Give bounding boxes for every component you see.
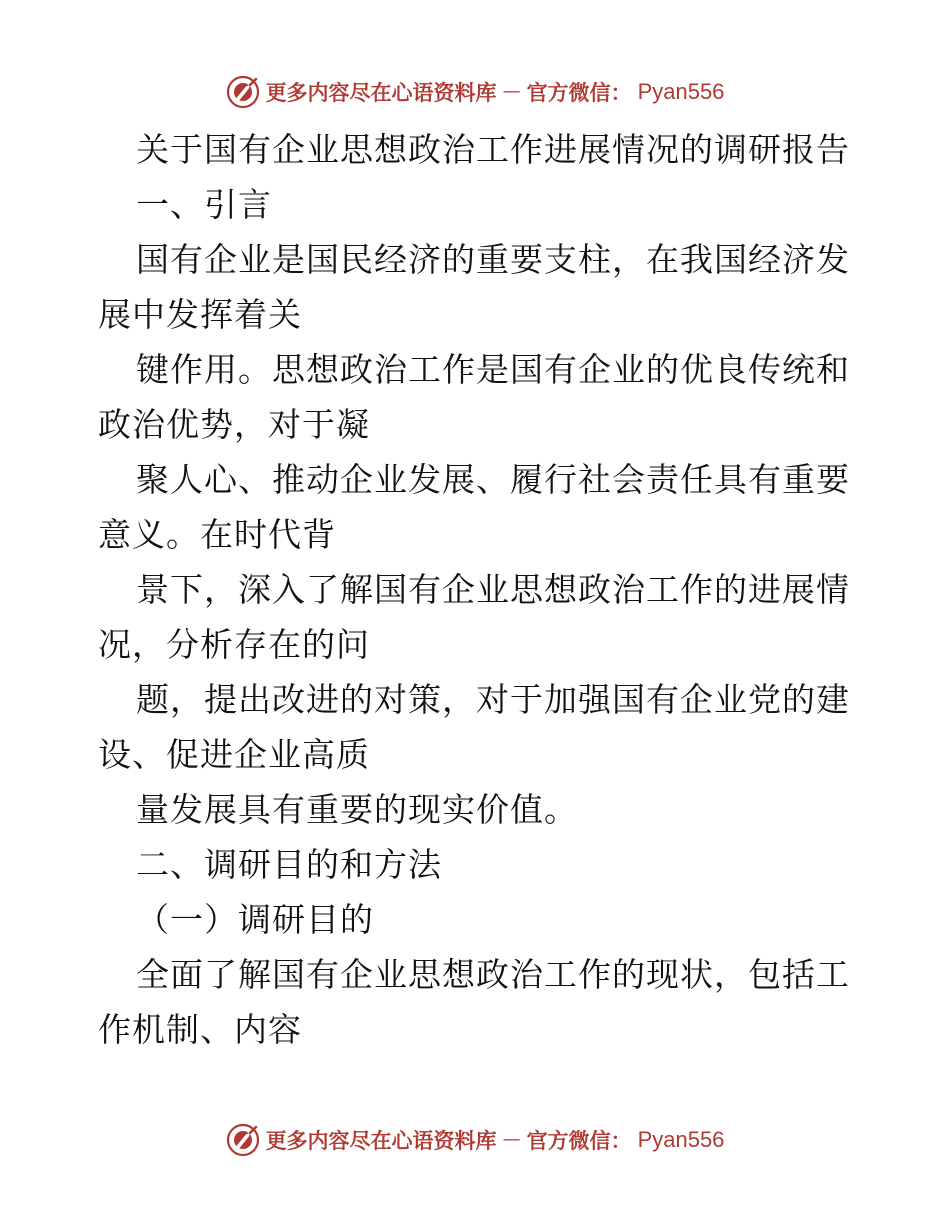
- footer-banner: [0, 1120, 950, 1160]
- banner-wechat-handle: Pyan556: [637, 1127, 725, 1152]
- text-line: 题，提出改进的对策，对于加强国有企业党的建: [136, 680, 850, 719]
- text-line: 设、促进企业高质: [98, 735, 370, 774]
- text-line: 全面了解国有企业思想政治工作的现状，包括工: [136, 955, 850, 994]
- text-line: 景下，深入了解国有企业思想政治工作的进展情: [136, 570, 850, 609]
- text-line: 关于国有企业思想政治工作进展情况的调研报告: [136, 130, 850, 169]
- text-line: 一、引言: [136, 185, 272, 224]
- pen-nib-circle-icon: [226, 75, 260, 109]
- banner-title: 更多内容尽在心语资料库: [265, 1127, 497, 1153]
- document-body: [98, 122, 858, 1057]
- banner-separator: —: [502, 1129, 521, 1150]
- text-line: 二、调研目的和方法: [136, 845, 442, 884]
- text-line: 意义。在时代背: [98, 515, 336, 554]
- text-line: 况，分析存在的问: [98, 625, 370, 664]
- text-line: 作机制、内容: [98, 1010, 302, 1049]
- text-line: 国有企业是国民经济的重要支柱，在我国经济发: [136, 240, 850, 279]
- text-line: 键作用。思想政治工作是国有企业的优良传统和: [136, 350, 850, 389]
- text-line: （一）调研目的: [136, 900, 374, 939]
- text-line: 政治优势，对于凝: [98, 405, 370, 444]
- banner-separator: —: [502, 81, 521, 102]
- text-line: 聚人心、推动企业发展、履行社会责任具有重要: [136, 460, 850, 499]
- banner-suffix: 官方微信：: [526, 79, 632, 105]
- banner-suffix: 官方微信：: [526, 1127, 632, 1153]
- header-banner: [0, 72, 950, 112]
- banner-title: 更多内容尽在心语资料库: [265, 79, 497, 105]
- pen-nib-circle-icon: [226, 1123, 260, 1157]
- text-line: 展中发挥着关: [98, 295, 302, 334]
- banner-wechat-handle: Pyan556: [637, 79, 725, 104]
- text-line: 量发展具有重要的现实价值。: [136, 790, 578, 829]
